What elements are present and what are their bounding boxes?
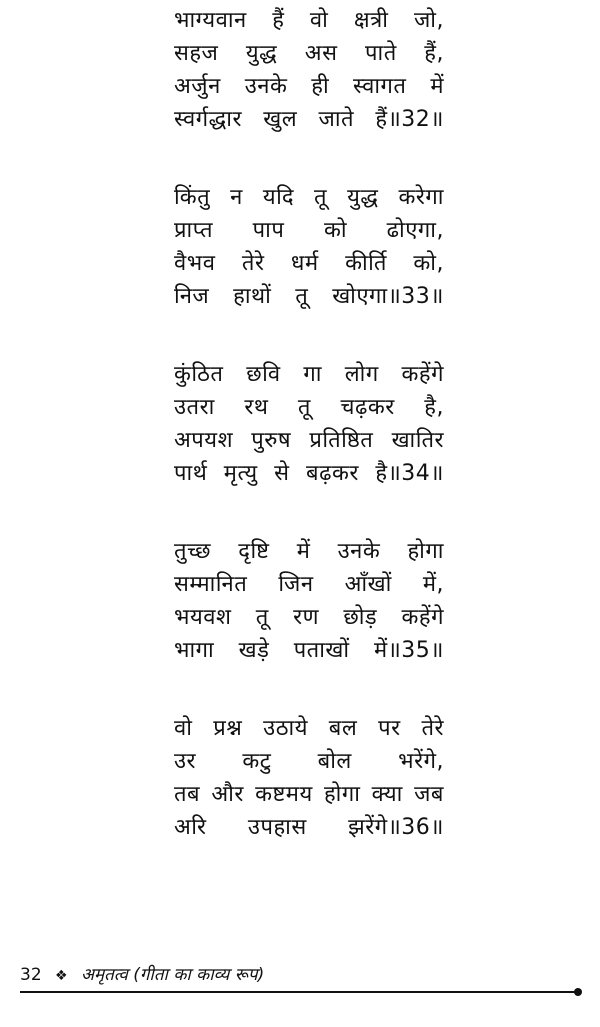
verse-line: भाग्यवान हैं वो क्षत्री जो, bbox=[174, 8, 444, 33]
page-footer bbox=[20, 962, 264, 988]
footer-rule bbox=[20, 991, 578, 993]
verse-line: सहज युद्ध अस पाते हैं, bbox=[174, 41, 444, 66]
stanza bbox=[174, 181, 444, 313]
verse-line: भागा खड़े पताखों में॥35॥ bbox=[174, 638, 444, 663]
stanza bbox=[174, 712, 444, 844]
verse-line: भयवश तू रण छोड़ कहेंगे bbox=[174, 605, 444, 630]
verse-line: कुंठित छवि गा लोग कहेंगे bbox=[174, 362, 444, 387]
verse-line: तब और कष्टमय होगा क्या जब bbox=[174, 782, 444, 807]
ornament-icon: ❖ bbox=[55, 968, 68, 984]
verse-line: सम्मानित जिन आँखों में, bbox=[174, 572, 444, 597]
stanza bbox=[174, 358, 444, 490]
verse-line: किंतु न यदि तू युद्ध करेगा bbox=[174, 185, 444, 210]
verse-line: उर कटु बोल भरेंगे, bbox=[174, 749, 444, 774]
verse-line: अपयश पुरुष प्रतिष्ठित खातिर bbox=[174, 428, 444, 453]
verse-line: प्राप्त पाप को ढोएगा, bbox=[174, 218, 444, 243]
verse-line: पार्थ मृत्यु से बढ़कर है॥34॥ bbox=[174, 461, 444, 486]
verse-line: स्वर्गद्धार खुल जाते हैं॥32॥ bbox=[174, 107, 444, 132]
stanza bbox=[174, 535, 444, 667]
verse-line: वो प्रश्न उठाये बल पर तेरे bbox=[174, 716, 444, 741]
verse-line: वैभव तेरे धर्म कीर्ति को, bbox=[174, 251, 444, 276]
poem-verses bbox=[174, 4, 444, 844]
footer-rule-dot bbox=[574, 988, 582, 996]
verse-line: तुच्छ दृष्टि में उनके होगा bbox=[174, 539, 444, 564]
stanza bbox=[174, 4, 444, 136]
verse-line: अर्जुन उनके ही स्वागत में bbox=[174, 74, 444, 99]
verse-line: निज हाथों तू खोएगा॥33॥ bbox=[174, 284, 444, 309]
page-number: 32 bbox=[20, 965, 42, 985]
verse-line: उतरा रथ तू चढ़कर है, bbox=[174, 395, 444, 420]
book-title: अमृतत्व (गीता का काव्य रूप) bbox=[81, 965, 265, 985]
verse-line: अरि उपहास झरेंगे॥36॥ bbox=[174, 815, 444, 840]
